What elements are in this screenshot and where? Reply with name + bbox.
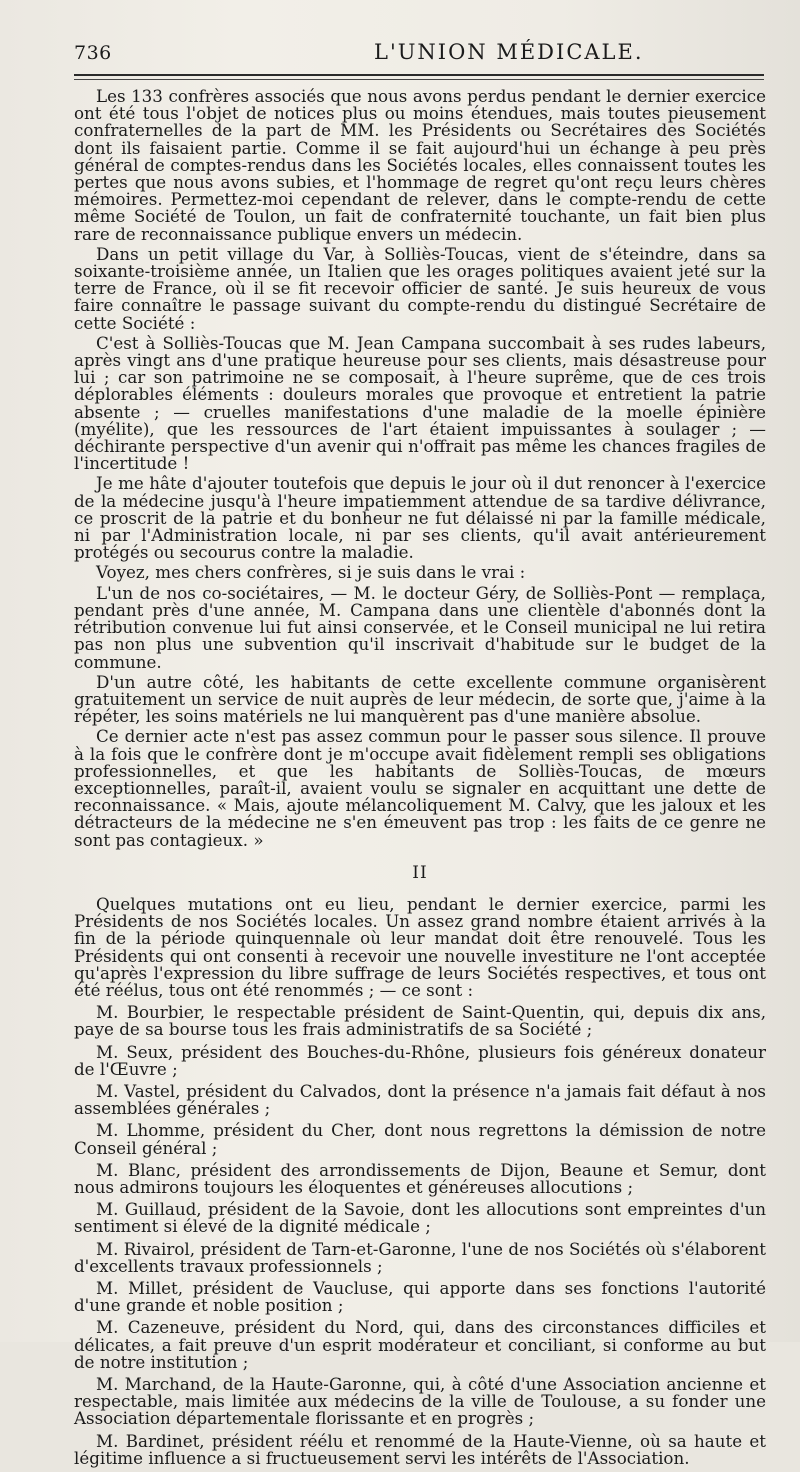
running-title: L'UNION MÉDICALE.: [374, 40, 644, 64]
paragraph: Dans un petit village du Var, à Solliès-Toucas, vient de s'éteindre, dans sa soixante-troisième année, un Italien que les orages politiques avaient jeté sur la terre de France, où il se fit recevoir officier de santé. Je suis heureux de vous faire connaître le passage suivant du compte-rendu du distingué Secrétaire de cette Société :: [74, 243, 766, 333]
paragraph: D'un autre côté, les habitants de cette excellente commune organisèrent gratuitement un service de nuit auprès de leur médecin, de sorte que, j'aime à la répéter, les soins matériels ne lui manquèrent pas d'une manière absolue.: [74, 671, 766, 727]
page-number: 736: [74, 42, 112, 64]
paragraph: L'un de nos co-sociétaires, — M. le docteur Géry, de Solliès-Pont — remplaça, pendant près d'une année, M. Campana dans une clientèle d'abonnés dont la rétribution convenue lui fut ainsi conservée, et le Conseil municipal ne lui retira pas non plus une subvention qu'il inscrivait d'habitude sur le budget de la commune.: [74, 582, 766, 672]
paragraph: C'est à Solliès-Toucas que M. Jean Campana succombait à ses rudes labeurs, après vingt ans d'une pratique heureuse pour ses clients, mais désastreuse pour lui ; car son patrimoine ne se composait, à l'heure suprême, que de ces trois déplorables éléments : douleurs morales que provoque et entretient la patrie absente ; — cruelles manifestations d'une maladie de la moelle épinière (myélite), que les ressources de l'art étaient impuissantes à soulager ; — déchirante perspective d'un avenir qui n'offrait pas même les chances fragiles de l'incertitude !: [74, 332, 766, 474]
list-item: M. Millet, président de Vaucluse, qui apporte dans ses fonctions l'autorité d'une grande et noble position ;: [74, 1278, 766, 1316]
list-item: M. Marchand, de la Haute-Garonne, qui, à côté d'une Association ancienne et respectable, mais limitée aux médecins de la ville de Toulouse, a su fonder une Association départementale florissante et en progrès ;: [74, 1374, 766, 1429]
paragraph: Voyez, mes chers confrères, si je suis dans le vrai :: [96, 562, 526, 583]
list-item: M. Rivairol, président de Tarn-et-Garonne, l'une de nos Sociétés où s'élaborent d'excellents travaux professionnels ;: [74, 1238, 766, 1276]
list-item: M. Blanc, président des arrondissements de Dijon, Beaune et Semur, dont nous admirons toujours les éloquentes et généreuses allocutions ;: [74, 1159, 766, 1197]
page-header: [74, 38, 764, 72]
list-item: M. Bourbier, le respectable président de Saint-Quentin, qui, depuis dix ans, paye de sa bourse tous les frais administratifs de sa Société ;: [74, 1002, 766, 1040]
article-body: [74, 88, 766, 1472]
list-item: M. Cazeneuve, président du Nord, qui, dans des circonstances difficiles et délicates, a fait preuve d'un esprit modérateur et conciliant, si conforme au but de notre institution ;: [74, 1317, 766, 1372]
paragraph: Les 133 confrères associés que nous avons perdus pendant le dernier exercice ont été tous l'objet de notices plus ou moins étendues, mais toutes pieusement confraternelles de la part de MM. les Présidents ou Secrétaires des Sociétés dont ils faisaient partie. Comme il se fait aujourd'hui un échange à peu près général de comptes-rendus dans les Sociétés locales, elles connaissent toutes les pertes que nous avons subies, et l'hommage de regret qu'ont reçu leurs chères mémoires. Permettez-moi cependant de relever, dans le compte-rendu de cette même Société de Toulon, un fait de confraternité touchante, un fait bien plus rare de reconnaissance publique envers un médecin.: [74, 86, 766, 244]
presidents-list: [74, 893, 766, 1468]
section-heading: II: [412, 862, 428, 883]
list-item: M. Lhomme, président du Cher, dont nous regrettons la démission de notre Conseil général ;: [74, 1120, 766, 1158]
paragraph: Ce dernier acte n'est pas assez commun pour le passer sous silence. Il prouve à la fois que le confrère dont je m'occupe avait fidèlement rempli ses obligations professionnelles, et que les habitants de Solliès-Toucas, de mœurs exceptionnelles, paraît-il, avaient voulu se signaler en acquittant une dette de reconnaissance. « Mais, ajoute mélancoliquement M. Calvy, que les jaloux et les détracteurs de la médecine ne s'en émeuvent pas trop : les faits de ce genre ne sont pas contagieux. »: [74, 726, 766, 850]
list-item: M. Seux, président des Bouches-du-Rhône, plusieurs fois généreux donateur de l'Œuvre ;: [74, 1041, 766, 1079]
list-item: M. Vastel, président du Calvados, dont la présence n'a jamais fait défaut à nos assemblées générales ;: [74, 1080, 766, 1119]
header-rule: [74, 74, 764, 76]
list-item: M. Bardinet, président réélu et renommé de la Haute-Vienne, où sa haute et légitime influence a si fructueusement servi les intérêts de l'Association.: [74, 1430, 766, 1468]
paragraph: Quelques mutations ont eu lieu, pendant le dernier exercice, parmi les Présidents de nos Sociétés locales. Un assez grand nombre étaient arrivés à la fin de la période quinquennale où leur mandat doit être renouvelé. Tous les Présidents qui ont consenti à recevoir une nouvelle investiture ne l'ont acceptée qu'après l'expression du libre suffrage de leurs Sociétés respectives, et tous ont été réélus, tous ont été renommés ; — ce sont :: [74, 893, 766, 1000]
list-item: M. Guillaud, président de la Savoie, dont les allocutions sont empreintes d'un sentiment si élevé de la dignité médicale ;: [74, 1199, 766, 1237]
header-rule-thin: [74, 79, 764, 80]
paragraph: Je me hâte d'ajouter toutefois que depuis le jour où il dut renoncer à l'exercice de la médecine jusqu'à l'heure impatiemment attendue de sa tardive délivrance, ce proscrit de la patrie et du bonheur ne fut délaissé ni par la famille médicale, ni par l'Administration locale, ni par ses clients, qu'il avait antérieurement protégés ou secourus contre la maladie.: [74, 473, 766, 563]
